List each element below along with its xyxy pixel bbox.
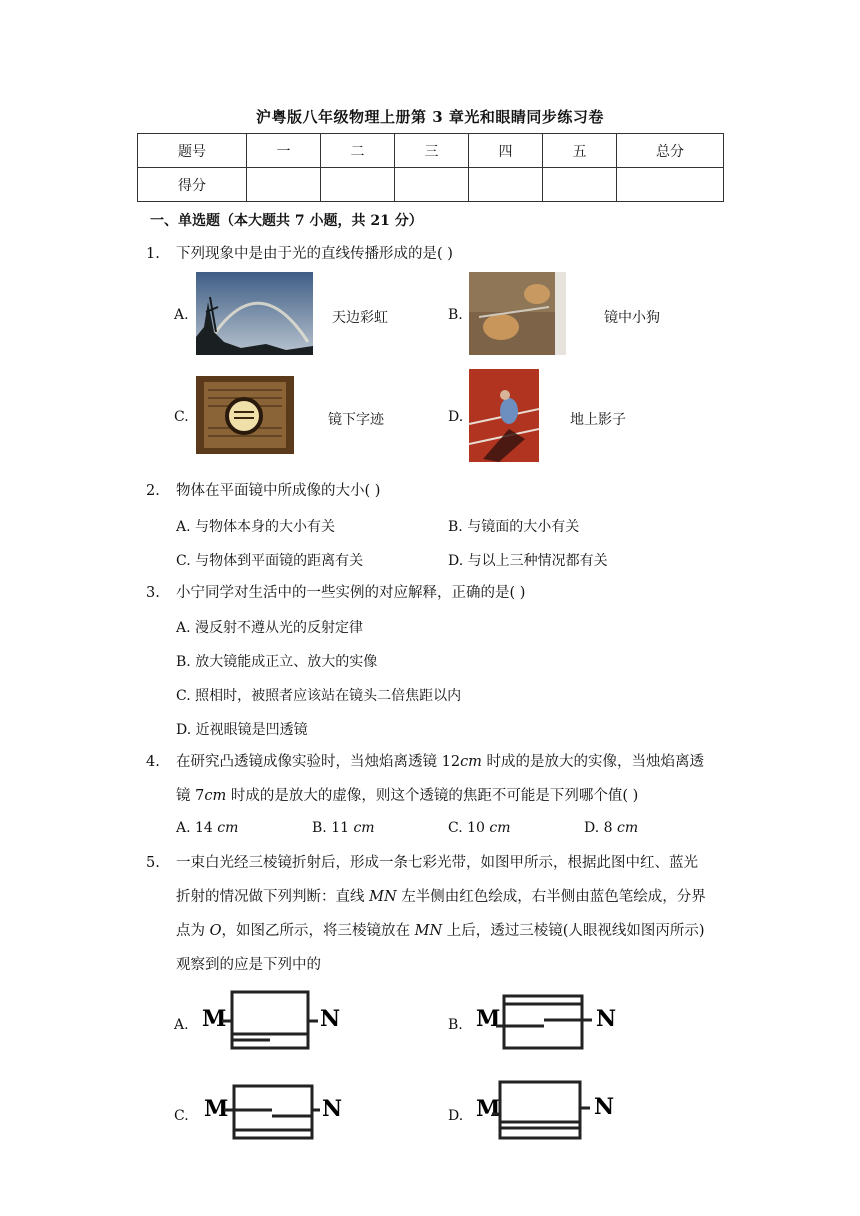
option-c: C. 10 cm bbox=[448, 820, 511, 836]
dog-mirror-photo bbox=[469, 272, 566, 355]
question-text: 物体在平面镜中所成像的大小( ) bbox=[176, 483, 381, 499]
option-d: D. 8 cm bbox=[584, 820, 639, 836]
label-m: M bbox=[476, 1006, 501, 1032]
option-c: C. 与物体到平面镜的距离有关 bbox=[176, 553, 364, 569]
rainbow-photo bbox=[196, 272, 313, 355]
score-header-cell: 题号 bbox=[138, 134, 247, 168]
option-letter: D. bbox=[448, 409, 464, 425]
score-cell[interactable] bbox=[247, 168, 321, 202]
score-table-score-row bbox=[138, 168, 724, 202]
score-header-cell: 五 bbox=[543, 134, 617, 168]
option-a: A. 漫反射不遵从光的反射定律 bbox=[176, 620, 364, 636]
question-text-line-3: 点为 O，如图乙所示，将三棱镜放在 MN 上后，透过三棱镜(人眼视线如图丙所示) bbox=[176, 923, 705, 939]
score-cell[interactable] bbox=[617, 168, 724, 202]
prism-diagram-a bbox=[196, 988, 344, 1054]
option-caption: 镜中小狗 bbox=[604, 310, 660, 326]
option-b: B. 11 cm bbox=[312, 820, 375, 836]
option-letter: A. bbox=[174, 1017, 189, 1033]
shadow-photo bbox=[469, 369, 539, 462]
option-d: D. 近视眼镜是凹透镜 bbox=[176, 722, 308, 738]
question-number: 5. bbox=[146, 855, 160, 871]
score-header-cell: 二 bbox=[321, 134, 395, 168]
option-caption: 天边彩虹 bbox=[332, 310, 388, 326]
score-header-cell: 四 bbox=[469, 134, 543, 168]
score-header-cell: 三 bbox=[395, 134, 469, 168]
score-cell[interactable] bbox=[321, 168, 395, 202]
option-letter: C. bbox=[174, 409, 189, 425]
question-text-line-1: 一束白光经三棱镜折射后，形成一条七彩光带，如图甲所示，根据此图中红、蓝光 bbox=[176, 855, 698, 871]
magnifier-text-photo bbox=[196, 376, 294, 454]
option-letter: A. bbox=[174, 307, 189, 323]
question-number: 2. bbox=[146, 483, 160, 499]
option-letter: B. bbox=[448, 1017, 463, 1033]
label-n: N bbox=[322, 1096, 343, 1122]
question-text-line-1: 在研究凸透镜成像实验时，当烛焰离透镜 12cm 时成的是放大的实像，当烛焰离透 bbox=[176, 754, 705, 770]
label-m: M bbox=[476, 1096, 501, 1122]
question-text-line-4: 观察到的应是下列中的 bbox=[176, 957, 321, 973]
option-b: B. 与镜面的大小有关 bbox=[448, 519, 580, 535]
score-table bbox=[137, 133, 724, 202]
unit-cm: cm bbox=[460, 754, 482, 770]
score-cell[interactable] bbox=[543, 168, 617, 202]
option-letter: B. bbox=[448, 307, 463, 323]
option-a: A. 14 cm bbox=[176, 820, 239, 836]
score-header-cell: 一 bbox=[247, 134, 321, 168]
label-n: N bbox=[594, 1094, 615, 1120]
option-caption: 地上影子 bbox=[570, 412, 626, 428]
option-b: B. 放大镜能成正立、放大的实像 bbox=[176, 654, 378, 670]
option-a: A. 与物体本身的大小有关 bbox=[176, 519, 336, 535]
option-caption: 镜下字迹 bbox=[328, 412, 384, 428]
question-number: 3. bbox=[146, 585, 160, 601]
option-d: D. 与以上三种情况都有关 bbox=[448, 553, 608, 569]
label-m: M bbox=[204, 1096, 229, 1122]
score-table-header-row bbox=[138, 134, 724, 168]
question-text: 小宁同学对生活中的一些实例的对应解释，正确的是( ) bbox=[176, 585, 526, 601]
option-c: C. 照相时，被照者应该站在镜头二倍焦距以内 bbox=[176, 688, 462, 704]
section-heading: 一、单选题（本大题共 7 小题，共 21 分） bbox=[150, 213, 423, 229]
score-row-label: 得分 bbox=[138, 168, 247, 202]
label-n: N bbox=[320, 1006, 341, 1032]
question-number: 1. bbox=[146, 246, 160, 262]
prism-diagram-b bbox=[470, 990, 618, 1056]
score-header-cell: 总分 bbox=[617, 134, 724, 168]
option-letter: D. bbox=[448, 1108, 464, 1124]
question-text: 下列现象中是由于光的直线传播形成的是( ) bbox=[176, 246, 453, 262]
score-cell[interactable] bbox=[469, 168, 543, 202]
page-title: 沪粤版八年级物理上册第 3 章光和眼睛同步练习卷 bbox=[256, 108, 604, 126]
prism-diagram-d bbox=[470, 1078, 618, 1144]
unit-cm: cm bbox=[204, 788, 227, 804]
label-n: N bbox=[596, 1006, 617, 1032]
question-number: 4. bbox=[146, 754, 160, 770]
score-cell[interactable] bbox=[395, 168, 469, 202]
option-letter: C. bbox=[174, 1108, 189, 1124]
prism-diagram-c bbox=[198, 1080, 346, 1146]
question-text-line-2: 镜 7cm 时成的是放大的虚像，则这个透镜的焦距不可能是下列哪个值( ) bbox=[176, 788, 639, 804]
question-text-line-2: 折射的情况做下列判断：直线 MN 左半侧由红色绘成，右半侧由蓝色笔绘成，分界 bbox=[176, 889, 706, 905]
label-m: M bbox=[202, 1006, 227, 1032]
